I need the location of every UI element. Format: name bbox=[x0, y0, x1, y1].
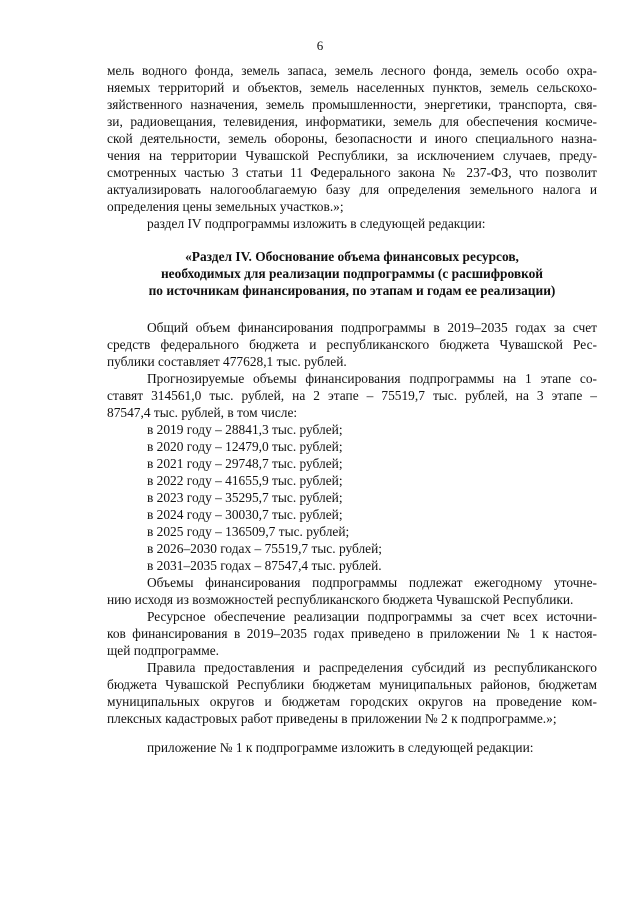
text-line: муниципальных округов и бюджетам городских округов на проведение ком- bbox=[107, 694, 597, 709]
section-heading bbox=[107, 248, 597, 299]
heading-line: «Раздел IV. Обоснование объема финансовых ресурсов, bbox=[185, 249, 519, 264]
text-line: актуализировать налогооблагаемую базу для определения земельного налога и bbox=[107, 182, 597, 197]
page-number: 6 bbox=[316, 38, 324, 53]
text-line: ской деятельности, земель обороны, безопасности и иного специального назна- bbox=[107, 131, 597, 146]
text-line: Прогнозируемые объемы финансирования подпрограммы на 1 этапе со- bbox=[147, 371, 597, 386]
text-line: чения на территории Чувашской Республики, за исключением случаев, преду- bbox=[107, 148, 597, 163]
yearly-amounts-list bbox=[107, 421, 597, 574]
list-item: в 2022 году – 41655,9 тыс. рублей; bbox=[147, 473, 343, 488]
resources-paragraph bbox=[107, 608, 597, 659]
heading-line: по источникам финансирования, по этапам и годам ее реализации) bbox=[148, 283, 556, 298]
list-item: в 2025 году – 136509,7 тыс. рублей; bbox=[147, 524, 350, 539]
text-line: мель водного фонда, земель запаса, земель лесного фонда, земель особо охра- bbox=[107, 63, 597, 78]
text-line: определения цены земельных участков.»; bbox=[107, 199, 344, 214]
list-item: в 2026–2030 годах – 75519,7 тыс. рублей; bbox=[147, 541, 382, 556]
text-line: зяйственного назначения, земель промышленности, энергетики, транспорта, свя- bbox=[107, 97, 597, 112]
text-line: Общий объем финансирования подпрограммы в 2019–2035 годах за счет bbox=[147, 320, 597, 335]
stages-paragraph bbox=[107, 370, 597, 421]
rules-paragraph bbox=[107, 659, 597, 727]
section4-instruction: раздел IV подпрограммы изложить в следующей редакции: bbox=[147, 216, 486, 231]
list-item: в 2024 году – 30030,7 тыс. рублей; bbox=[147, 507, 343, 522]
text-line: Ресурсное обеспечение реализации подпрограммы за счет всех источни- bbox=[147, 609, 597, 624]
text-line: щей подпрограмме. bbox=[107, 643, 219, 658]
list-item: в 2019 году – 28841,3 тыс. рублей; bbox=[147, 422, 343, 437]
list-item: в 2031–2035 годах – 87547,4 тыс. рублей. bbox=[147, 558, 382, 573]
document-body bbox=[107, 62, 597, 756]
text-line: ков финансирования в 2019–2035 годах приведено в приложении № 1 к настоя- bbox=[107, 626, 597, 641]
list-item: в 2020 году – 12479,0 тыс. рублей; bbox=[147, 439, 343, 454]
intro-paragraph bbox=[107, 62, 597, 215]
text-line: бюджета Чувашской Республики бюджетам муниципальных районов, бюджетам bbox=[107, 677, 597, 692]
text-line: средств федерального бюджета и республиканского бюджета Чувашской Рес- bbox=[107, 337, 597, 352]
list-item: в 2023 году – 35295,7 тыс. рублей; bbox=[147, 490, 343, 505]
heading-line: необходимых для реализации подпрограммы (с расшифровкой bbox=[160, 266, 544, 281]
text-line: Правила предоставления и распределения субсидий из республиканского bbox=[147, 660, 597, 675]
total-funding-paragraph bbox=[107, 319, 597, 370]
text-line: смотренных частью 3 статьи 11 Федерального закона № 237-ФЗ, что позволит bbox=[107, 165, 597, 180]
appendix-instruction: приложение № 1 к подпрограмме изложить в следующей редакции: bbox=[147, 740, 534, 755]
text-line: плексных кадастровых работ приведены в приложении № 2 к подпрограмме.»; bbox=[107, 711, 557, 726]
clarification-paragraph bbox=[107, 574, 597, 608]
text-line: 87547,4 тыс. рублей, в том числе: bbox=[107, 405, 298, 420]
text-line: ставят 314561,0 тыс. рублей, на 2 этапе – 75519,7 тыс. рублей, на 3 этапе – bbox=[107, 388, 597, 403]
list-item: в 2021 году – 29748,7 тыс. рублей; bbox=[147, 456, 343, 471]
text-line: публики составляет 477628,1 тыс. рублей. bbox=[107, 354, 347, 369]
text-line: зи, радиовещания, телевидения, информатики, земель для обеспечения космиче- bbox=[107, 114, 597, 129]
text-line: нию исходя из возможностей республиканского бюджета Чувашской Республики. bbox=[107, 592, 574, 607]
text-line: няемых территорий и объектов, земель населенных пунктов, земель сельскохо- bbox=[107, 80, 597, 95]
text-line: Объемы финансирования подпрограммы подлежат ежегодному уточне- bbox=[147, 575, 597, 590]
